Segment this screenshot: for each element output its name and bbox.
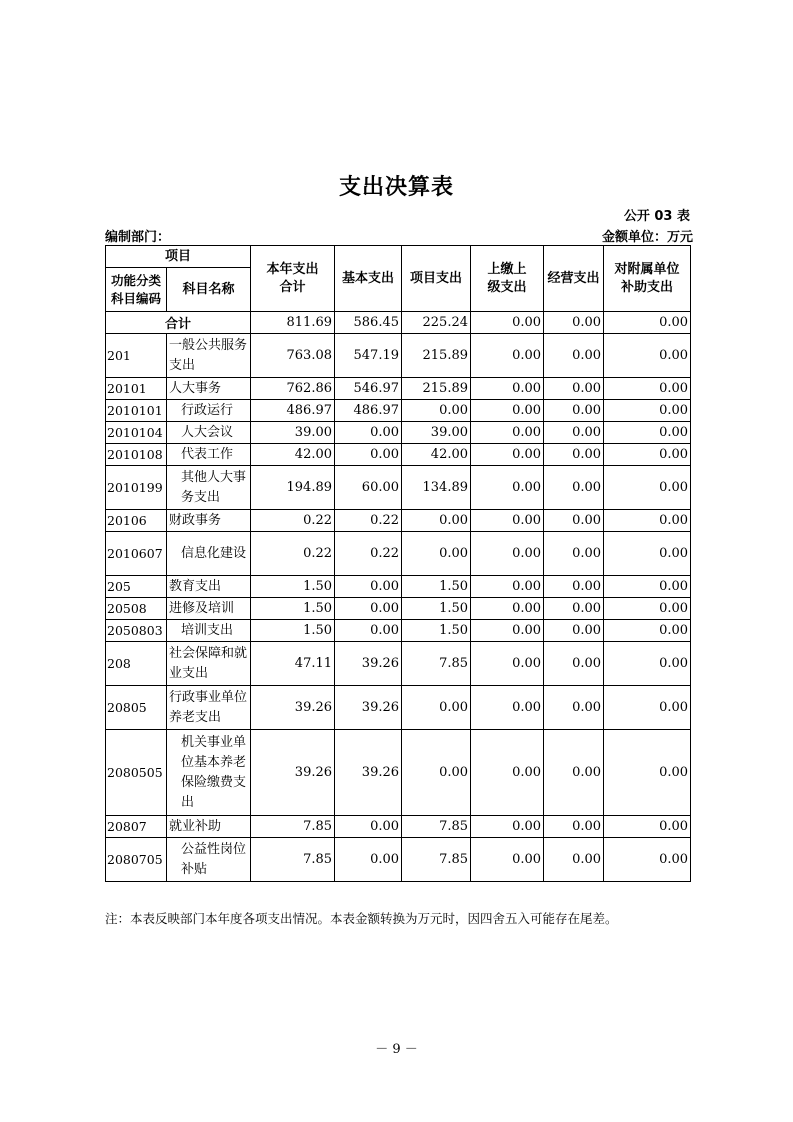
subject-name-cell: 教育支出 — [167, 576, 251, 598]
amount-cell: 0.00 — [544, 598, 604, 620]
func-code-cell: 20807 — [106, 816, 167, 838]
dept-label: 编制部门： — [105, 230, 171, 245]
amount-cell: 39.26 — [335, 686, 402, 730]
amount-cell: 39.26 — [335, 642, 402, 686]
header-func-code: 功能分类 科目编码 — [106, 268, 167, 312]
amount-cell: 0.00 — [604, 620, 691, 642]
amount-cell: 0.00 — [471, 334, 544, 378]
table-row — [106, 466, 691, 510]
subject-name-cell: 公益性岗位补贴 — [167, 838, 251, 882]
amount-cell: 0.00 — [544, 510, 604, 532]
amount-cell: 0.00 — [604, 686, 691, 730]
form-number: 公开 03 表 — [623, 209, 690, 224]
subject-name-cell: 信息化建设 — [167, 532, 251, 576]
amount-cell: 0.00 — [604, 466, 691, 510]
amount-cell: 0.00 — [604, 444, 691, 466]
amount-cell: 0.00 — [335, 838, 402, 882]
amount-cell: 547.19 — [335, 334, 402, 378]
amount-cell: 47.11 — [251, 642, 335, 686]
total-row — [106, 312, 691, 334]
amount-cell: 0.22 — [251, 510, 335, 532]
amount-cell: 7.85 — [402, 838, 471, 882]
amount-cell: 0.00 — [604, 576, 691, 598]
amount-cell: 762.86 — [251, 378, 335, 400]
table-row — [106, 816, 691, 838]
amount-cell: 0.00 — [402, 510, 471, 532]
footnote: 注：本表反映部门本年度各项支出情况。本表金额转换为万元时，因四舍五入可能存在尾差。 — [105, 911, 618, 926]
amount-cell: 0.00 — [471, 838, 544, 882]
amount-cell: 0.00 — [544, 466, 604, 510]
table-row — [106, 620, 691, 642]
amount-cell: 0.00 — [544, 620, 604, 642]
amount-cell: 215.89 — [402, 378, 471, 400]
header-subsidiary: 对附属单位 补助支出 — [604, 246, 691, 312]
amount-cell: 0.00 — [544, 378, 604, 400]
amount-cell: 0.00 — [471, 598, 544, 620]
amount-cell: 0.00 — [335, 598, 402, 620]
amount-cell: 0.00 — [335, 620, 402, 642]
amount-cell: 0.00 — [544, 686, 604, 730]
total-cell: 225.24 — [402, 312, 471, 334]
subject-name-cell: 行政运行 — [167, 400, 251, 422]
amount-cell: 1.50 — [402, 598, 471, 620]
amount-cell: 1.50 — [251, 598, 335, 620]
amount-cell: 0.00 — [335, 576, 402, 598]
amount-cell: 0.00 — [544, 422, 604, 444]
amount-cell: 0.00 — [544, 334, 604, 378]
table-row — [106, 422, 691, 444]
table-row — [106, 444, 691, 466]
table-row — [106, 532, 691, 576]
amount-cell: 0.00 — [544, 642, 604, 686]
amount-cell: 0.00 — [604, 334, 691, 378]
func-code-cell: 20805 — [106, 686, 167, 730]
func-code-cell: 2010199 — [106, 466, 167, 510]
amount-cell: 39.26 — [251, 730, 335, 816]
amount-cell: 0.22 — [335, 532, 402, 576]
amount-cell: 7.85 — [251, 838, 335, 882]
header-upper: 上缴上 级支出 — [471, 246, 544, 312]
amount-cell: 0.00 — [604, 730, 691, 816]
amount-cell: 7.85 — [402, 642, 471, 686]
amount-cell: 0.00 — [471, 620, 544, 642]
subject-name-cell: 人大事务 — [167, 378, 251, 400]
amount-cell: 0.00 — [402, 532, 471, 576]
amount-cell: 39.00 — [402, 422, 471, 444]
amount-cell: 486.97 — [335, 400, 402, 422]
header-basic: 基本支出 — [335, 246, 402, 312]
amount-cell: 0.00 — [471, 576, 544, 598]
amount-cell: 7.85 — [402, 816, 471, 838]
amount-cell: 0.00 — [604, 532, 691, 576]
amount-cell: 1.50 — [402, 576, 471, 598]
amount-cell: 0.00 — [471, 422, 544, 444]
func-code-cell: 2050803 — [106, 620, 167, 642]
func-code-cell: 2010108 — [106, 444, 167, 466]
amount-cell: 0.00 — [604, 598, 691, 620]
func-code-cell: 2010101 — [106, 400, 167, 422]
amount-cell: 0.00 — [604, 378, 691, 400]
table-row — [106, 598, 691, 620]
amount-cell: 1.50 — [251, 620, 335, 642]
amount-cell: 0.22 — [251, 532, 335, 576]
unit-label: 金额单位：万元 — [601, 230, 693, 245]
amount-cell: 0.00 — [471, 510, 544, 532]
func-code-cell: 208 — [106, 642, 167, 686]
amount-cell: 0.00 — [402, 730, 471, 816]
amount-cell: 42.00 — [402, 444, 471, 466]
amount-cell: 0.00 — [471, 400, 544, 422]
amount-cell: 0.00 — [335, 444, 402, 466]
amount-cell: 763.08 — [251, 334, 335, 378]
amount-cell: 486.97 — [251, 400, 335, 422]
amount-cell: 0.00 — [544, 400, 604, 422]
func-code-cell: 20106 — [106, 510, 167, 532]
amount-cell: 0.00 — [604, 816, 691, 838]
subject-name-cell: 社会保障和就业支出 — [167, 642, 251, 686]
func-code-cell: 2010104 — [106, 422, 167, 444]
amount-cell: 0.00 — [335, 816, 402, 838]
amount-cell: 0.00 — [544, 444, 604, 466]
total-cell: 0.00 — [471, 312, 544, 334]
table-row — [106, 378, 691, 400]
subject-name-cell: 财政事务 — [167, 510, 251, 532]
total-cell: 0.00 — [604, 312, 691, 334]
amount-cell: 0.00 — [544, 730, 604, 816]
amount-cell: 0.00 — [544, 576, 604, 598]
amount-cell: 194.89 — [251, 466, 335, 510]
amount-cell: 0.00 — [604, 510, 691, 532]
table-row — [106, 642, 691, 686]
table-row — [106, 838, 691, 882]
amount-cell: 0.00 — [544, 838, 604, 882]
subject-name-cell: 机关事业单位基本养老保险缴费支出 — [167, 730, 251, 816]
amount-cell: 0.00 — [604, 838, 691, 882]
header-total: 本年支出 合计 — [251, 246, 335, 312]
amount-cell: 60.00 — [335, 466, 402, 510]
subject-name-cell: 其他人大事务支出 — [167, 466, 251, 510]
amount-cell: 0.00 — [471, 378, 544, 400]
func-code-cell: 20508 — [106, 598, 167, 620]
table-row — [106, 730, 691, 816]
amount-cell: 39.26 — [335, 730, 402, 816]
amount-cell: 0.00 — [604, 422, 691, 444]
table-row — [106, 334, 691, 378]
header-item: 项目 — [106, 246, 251, 268]
amount-cell: 0.00 — [604, 642, 691, 686]
subject-name-cell: 就业补助 — [167, 816, 251, 838]
amount-cell: 0.00 — [471, 686, 544, 730]
table-row — [106, 510, 691, 532]
header-business: 经营支出 — [544, 246, 604, 312]
total-label: 合计 — [106, 312, 251, 334]
amount-cell: 1.50 — [402, 620, 471, 642]
amount-cell: 0.00 — [402, 400, 471, 422]
amount-cell: 0.00 — [402, 686, 471, 730]
subject-name-cell: 行政事业单位养老支出 — [167, 686, 251, 730]
amount-cell: 0.00 — [471, 532, 544, 576]
header-project: 项目支出 — [402, 246, 471, 312]
amount-cell: 0.00 — [471, 642, 544, 686]
amount-cell: 39.00 — [251, 422, 335, 444]
total-cell: 586.45 — [335, 312, 402, 334]
table-row — [106, 400, 691, 422]
amount-cell: 215.89 — [402, 334, 471, 378]
subject-name-cell: 人大会议 — [167, 422, 251, 444]
amount-cell: 546.97 — [335, 378, 402, 400]
page-number: － 9 － — [375, 1042, 418, 1057]
func-code-cell: 2080705 — [106, 838, 167, 882]
subject-name-cell: 培训支出 — [167, 620, 251, 642]
page-title: 支出决算表 — [338, 175, 454, 200]
func-code-cell: 201 — [106, 334, 167, 378]
table-row — [106, 576, 691, 598]
header-subject-name: 科目名称 — [167, 268, 251, 312]
func-code-cell: 205 — [106, 576, 167, 598]
subject-name-cell: 一般公共服务支出 — [167, 334, 251, 378]
amount-cell: 0.00 — [335, 422, 402, 444]
amount-cell: 0.00 — [604, 400, 691, 422]
func-code-cell: 20101 — [106, 378, 167, 400]
table-row — [106, 686, 691, 730]
amount-cell: 0.00 — [471, 466, 544, 510]
func-code-cell: 2010607 — [106, 532, 167, 576]
amount-cell: 0.00 — [544, 816, 604, 838]
total-cell: 811.69 — [251, 312, 335, 334]
amount-cell: 0.00 — [471, 816, 544, 838]
amount-cell: 0.00 — [471, 730, 544, 816]
subject-name-cell: 进修及培训 — [167, 598, 251, 620]
amount-cell: 0.00 — [544, 532, 604, 576]
amount-cell: 1.50 — [251, 576, 335, 598]
amount-cell: 7.85 — [251, 816, 335, 838]
amount-cell: 0.00 — [471, 444, 544, 466]
amount-cell: 134.89 — [402, 466, 471, 510]
subject-name-cell: 代表工作 — [167, 444, 251, 466]
amount-cell: 42.00 — [251, 444, 335, 466]
amount-cell: 0.22 — [335, 510, 402, 532]
func-code-cell: 2080505 — [106, 730, 167, 816]
amount-cell: 39.26 — [251, 686, 335, 730]
total-cell: 0.00 — [544, 312, 604, 334]
expenditure-table — [105, 245, 691, 882]
